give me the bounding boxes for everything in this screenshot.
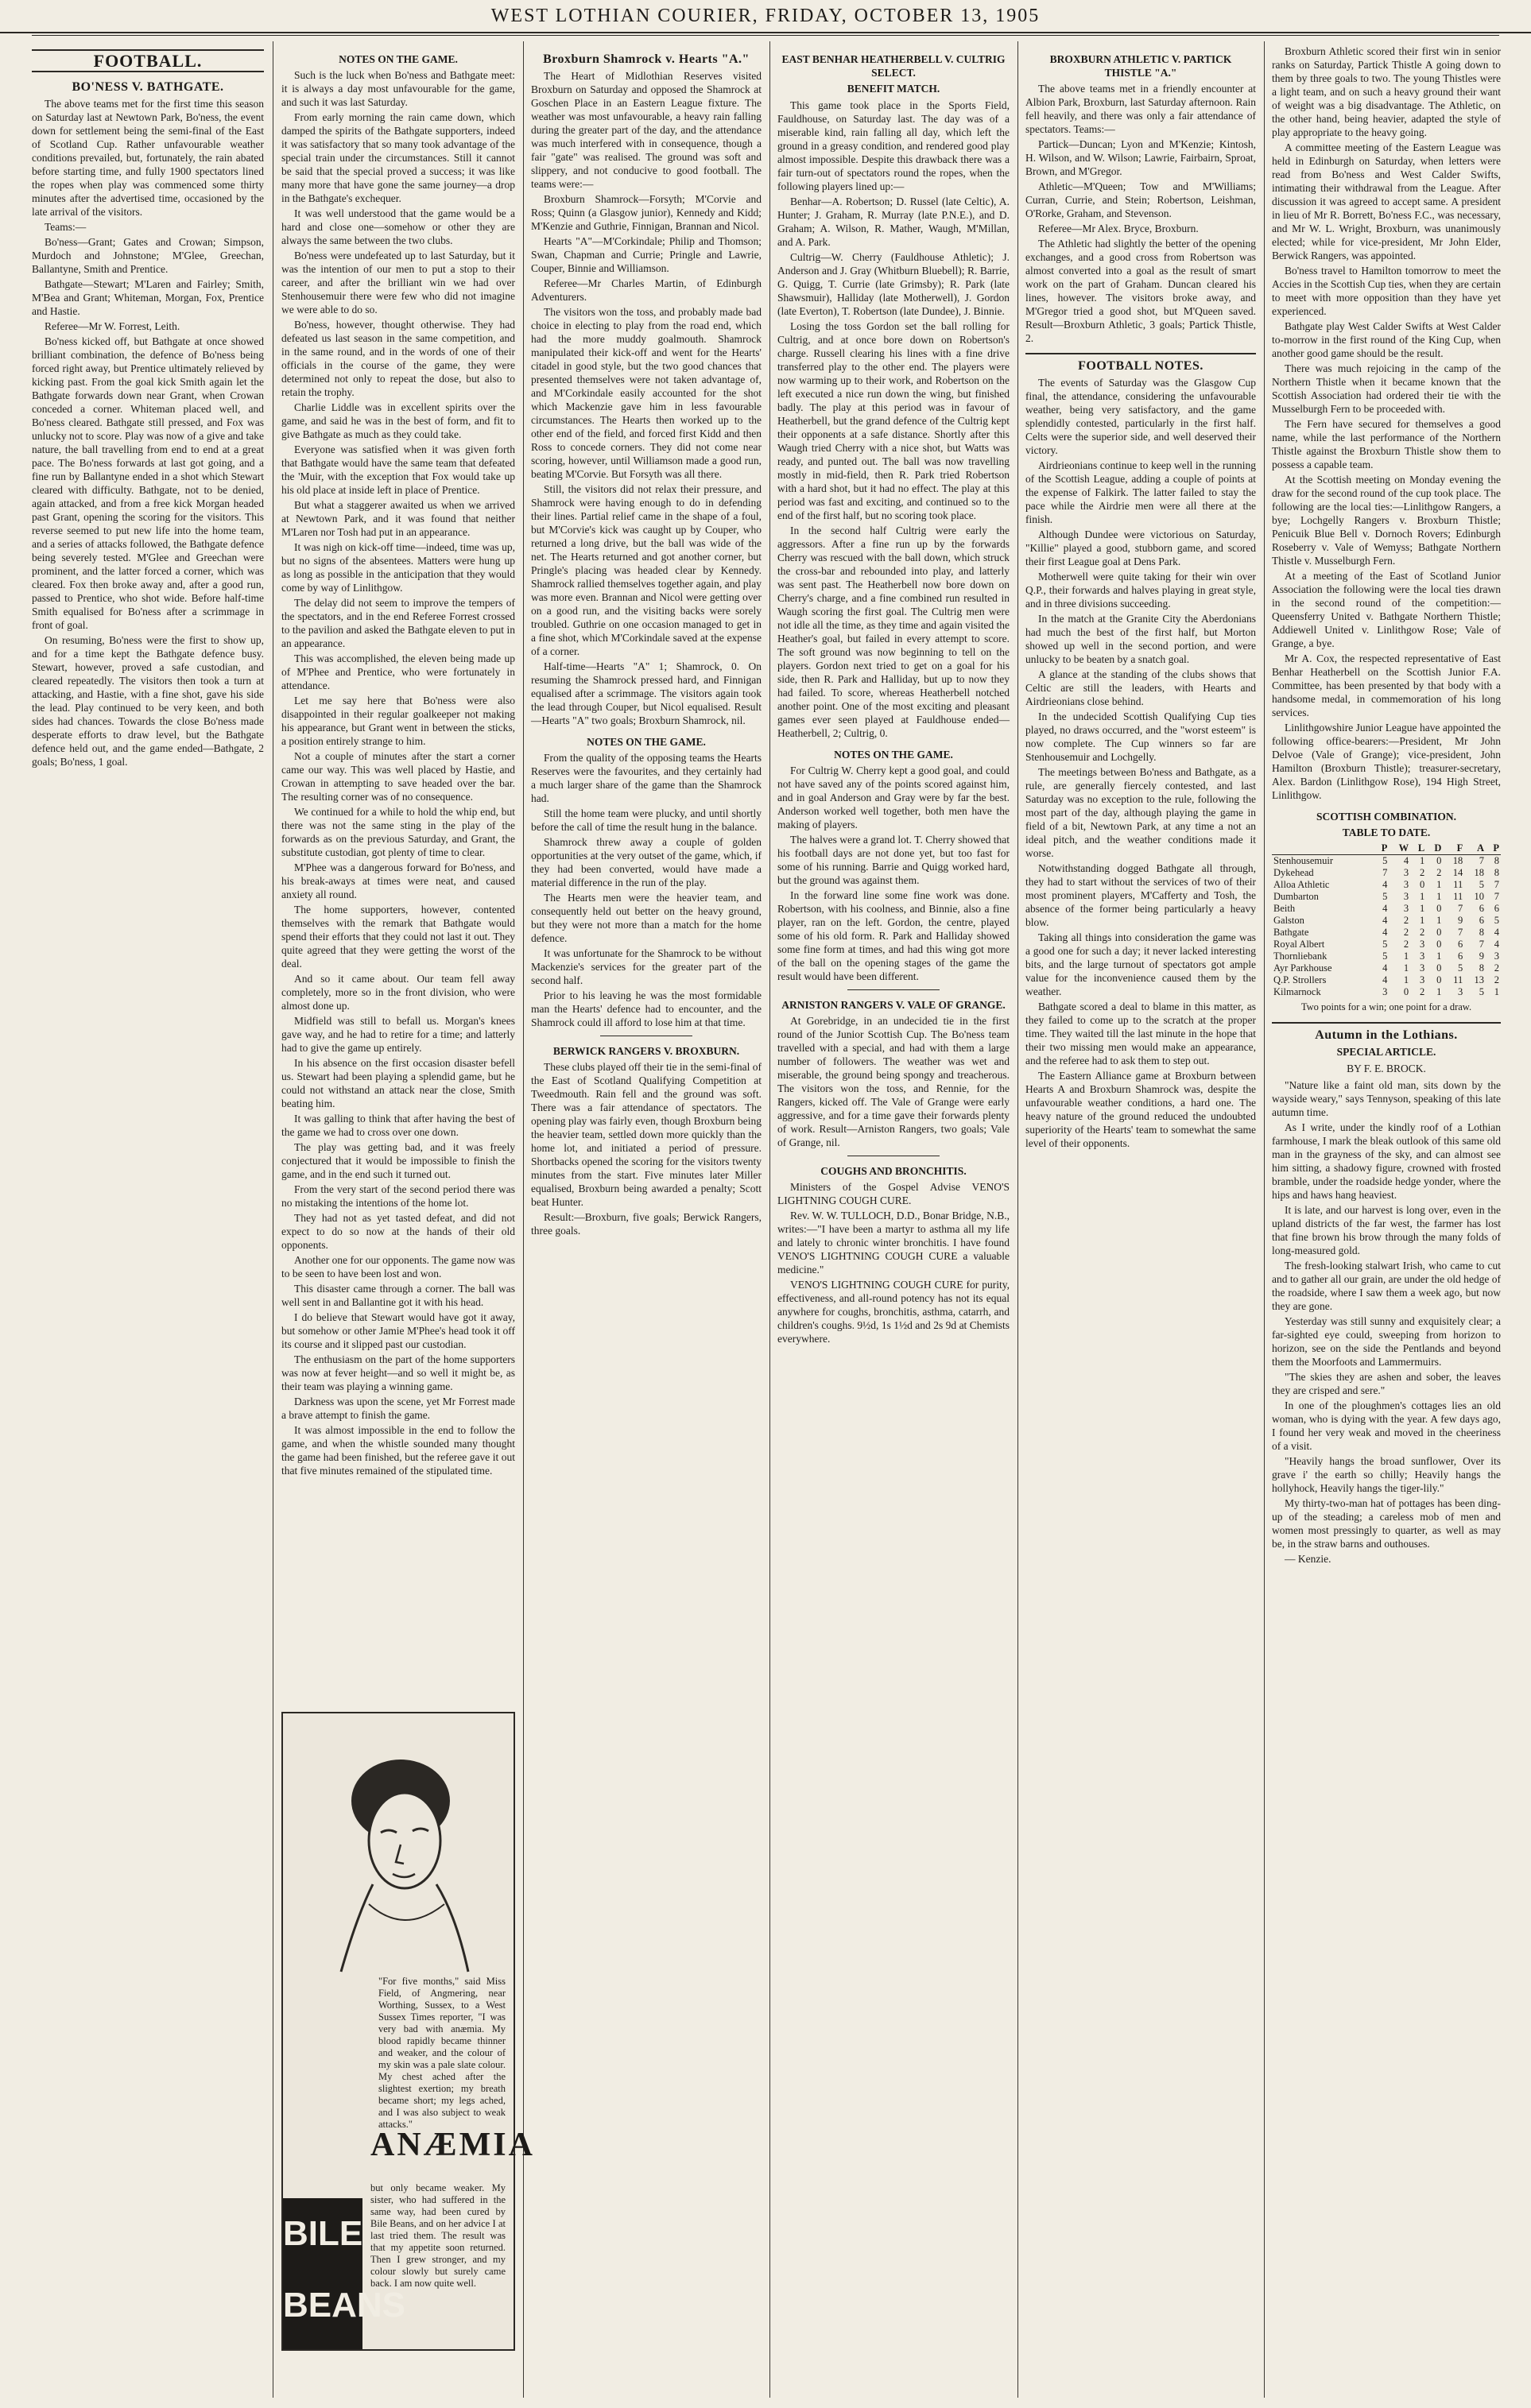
table-cell: 7	[1382, 867, 1388, 878]
paragraph: Bo'ness kicked off, but Bathgate at once showed brilliant combination, the defence of Bo'ness being forced right away, but Prentice ultimately relieved by kicking past. From the goal kick Smith again let the Bathgate forwards down near Grant, when Crowan conceded a corner. Whiteman placed well, and Bo'ness cleared. Bathgate still pressed, and Fox was unlucky not to score. Play was now of a give and take nature, the ball travelling from end to end at a great pace. The Bo'ness forwards at last got going, and a fine run by Ballantyne ended in a shot which Stewart cleared with difficulty. Bathgate, not to be denied, again attacked, and from a free kick Morgan headed past Grant, opening the scoring for the visitors. This reverse seemed to put new life into the home team, and a series of attacks followed, the Bathgate defence being severely tested. M'Glee and Greechan were prominent, and the latter forced a corner, which was cleared. Fox then broke away and, after a good run, passed to Prentice, who shot wide. Before half-time Smith equalised for Bo'ness after a scrimmage in front of goal.	[32, 335, 264, 631]
article-body	[777, 99, 1010, 740]
table-row	[1272, 855, 1501, 868]
paragraph: Airdrieonians continue to keep well in the running of the Scottish League, adding a couple of points at the expense of Falkirk. The latter failed to stay the pace while the Airdrie men were all there at the finish.	[1025, 459, 1256, 525]
table-cell: 7	[1494, 891, 1499, 902]
paragraph: Bo'ness, however, thought otherwise. They had defeated us last season in the same competition, and in the same round, and in the words of one of their officials in the course of the game, they were determined not only to repeat the dose, but also to retain the trophy.	[281, 319, 515, 398]
bile-beans-advert	[281, 1712, 535, 2351]
table-row	[1272, 939, 1501, 950]
column-6	[1272, 45, 1501, 2397]
table-cell: 0	[1436, 927, 1442, 938]
paragraph: This game took place in the Sports Field, Fauldhouse, on Saturday last. The day was of a miserable kind, rain falling all day, which left the ground in a greasy condition, and rendered good play almost impossible. Despite this drawback there was a fair turn-out of spectators round the ropes, when the following players lined up:—	[777, 99, 1010, 192]
league-table	[1272, 842, 1501, 998]
column-5	[1025, 45, 1256, 2397]
masthead-rule	[32, 35, 1499, 36]
paragraph: Hearts "A"—M'Corkindale; Philip and Thomson; Swan, Chapman and Currie; Pringle and Lawrie, Couper, Binnie and Williamson.	[531, 235, 762, 274]
table-cell: 5	[1382, 855, 1388, 866]
advert-headline: COUGHS AND BRONCHITIS.	[820, 1165, 967, 1177]
table-cell: 4	[1382, 962, 1388, 974]
feature-byline: BY F. E. BROCK.	[1347, 1063, 1426, 1074]
section-heading: FOOTBALL.	[32, 49, 264, 72]
table-cell: 3	[1403, 903, 1409, 914]
paragraph: The halves were a grand lot. T. Cherry showed that his football days are not done yet, but too fast for some of his running. Barrie and Quigg worked hard, but the ground was against them.	[777, 834, 1010, 886]
notes-body	[1272, 45, 1501, 802]
paragraph: Everyone was satisfied when it was given forth that Bathgate would have the same team that defeated the 'Muir, with the exception that Fox would take up his old place at inside left in place of Prentice.	[281, 443, 515, 496]
article-headline: BERWICK RANGERS V. BROXBURN.	[552, 1045, 740, 1057]
table-cell: 0	[1419, 879, 1425, 890]
table-cell: Stenhousemuir	[1273, 855, 1333, 866]
paragraph: "Heavily hangs the broad sunflower, Over its grave i' the earth so chilly; Heavily hangs the hollyhock, Heavily hangs the tiger-lily."	[1272, 1455, 1501, 1494]
table-cell: 11	[1453, 974, 1463, 985]
column-rule	[523, 41, 524, 2398]
table-cell: 6	[1479, 915, 1485, 926]
paragraph: Let me say here that Bo'ness were also disappointed in their regular goalkeeper not making his appearance, but Grant went in between the sticks, a position entirely strange to him.	[281, 695, 515, 747]
paragraph: It was unfortunate for the Shamrock to be without Mackenzie's services for the greater part of the second half.	[531, 947, 762, 986]
paragraph: Charlie Liddle was in excellent spirits over the game, and said he was in the best of form, and fit to give Bathgate as much as they could take.	[281, 401, 515, 440]
table-header-cell: F	[1443, 842, 1464, 855]
notes-heading: NOTES ON THE GAME.	[587, 736, 706, 748]
paragraph: Bathgate—Stewart; M'Laren and Fairley; Smith, M'Bea and Grant; Whiteman, Morgan, Fox, Prentice and Hastie.	[32, 278, 264, 317]
table-cell: 8	[1494, 855, 1499, 866]
table-cell: 2	[1419, 986, 1425, 997]
paragraph: Shamrock threw away a couple of golden opportunities at the very outset of the game, which, if they had been converted, would have made a material difference in the run of the play.	[531, 836, 762, 888]
paragraph: A glance at the standing of the clubs shows that Celtic are still the leaders, with Hearts and Airdrieonians close behind.	[1025, 668, 1256, 707]
paragraph: At Gorebridge, in an undecided tie in the first round of the Junior Scottish Cup. The Bo'ness team travelled with a special, and had with them a large number of followers. The weather was wet and miserable, the ground being spongy and treacherous. The visitors won the toss, and Rennie, for the Rangers, kicked off. The Vale of Grange were early aggressive, and for a time gave their forwards plenty of work. Result—Arniston Rangers, two goals; Vale of Grange, nil.	[777, 1015, 1010, 1148]
table-cell: 2	[1403, 927, 1409, 938]
table-cell: 4	[1382, 974, 1388, 985]
paragraph: But what a staggerer awaited us when we arrived at Newtown Park, and it was found that neither M'Laren nor Tosh had put in an appearance.	[281, 499, 515, 538]
table-cell: 1	[1403, 950, 1409, 962]
paragraph: For Cultrig W. Cherry kept a good goal, and could not have saved any of the points scored against him, and in goal Anderson and Gray were by far the best. Anderson worked well together, both men have the making of players.	[777, 765, 1010, 830]
table-cell: 2	[1419, 927, 1425, 938]
table-cell: Thornliebank	[1273, 950, 1328, 962]
paragraph: It is late, and our harvest is long over, even in the upland districts of the far west, the farmer has lost that fine brown his brow through the many folds of long-measured gold.	[1272, 1204, 1501, 1256]
paragraph: The events of Saturday was the Glasgow Cup final, the attendance, considering the unfavourable weather, being very satisfactory, and the game splendidly contested, particularly in the first half. Celts were the superior side, and well deserved their victory.	[1025, 377, 1256, 456]
table-header-cell	[1272, 842, 1374, 855]
bile-beans-logo: BILE BEANS	[283, 2198, 362, 2349]
article-headline: Broxburn Shamrock v. Hearts "A."	[543, 52, 750, 66]
table-cell: 4	[1494, 939, 1499, 950]
table-cell: 6	[1457, 950, 1463, 962]
table-cell: 1	[1436, 915, 1442, 926]
paragraph: Referee—Mr Charles Martin, of Edinburgh Adventurers.	[531, 277, 762, 303]
table-cell: 1	[1494, 986, 1499, 997]
paragraph: The delay did not seem to improve the tempers of the spectators, and in the end Referee Forrest crossed to the pavilion and asked the Bathgate eleven to put in an appearance.	[281, 597, 515, 649]
table-header-cell: P	[1374, 842, 1389, 855]
table-cell: 5	[1494, 915, 1499, 926]
paragraph: I do believe that Stewart would have got it away, but somehow or other Jamie M'Phee's head took it off its course and it slipped past our custodian.	[281, 1311, 515, 1350]
column-rule	[769, 41, 770, 2398]
paragraph: M'Phee was a dangerous forward for Bo'ness, and his break-aways at times were neat, and caused anxiety all round.	[281, 861, 515, 900]
paragraph: Broxburn Shamrock—Forsyth; M'Corvie and Ross; Quinn (a Glasgow junior), Kennedy and Kidd; M'Kenzie and Guthrie, Finnigan, Brannan and Nicol.	[531, 193, 762, 232]
paragraph: Referee—Mr W. Forrest, Leith.	[45, 320, 180, 332]
column-rule	[1017, 41, 1018, 2398]
table-cell: 0	[1436, 855, 1442, 866]
table-cell: 18	[1452, 855, 1463, 866]
table-cell: 5	[1382, 891, 1388, 902]
table-row	[1272, 891, 1501, 903]
advert-headline: ANÆMIA	[370, 2127, 535, 2163]
table-cell: 3	[1419, 950, 1425, 962]
table-cell: Alloa Athletic	[1273, 879, 1330, 890]
table-cell: 4	[1494, 927, 1499, 938]
paragraph: As I write, under the kindly roof of a Lothian farmhouse, I mark the bleak outlook of this same old man in the grayness of the sky, and can almost see him sitting, a shadowy figure, crowned with frosted bramble, under the roadside hedge yonder, where the hips and haws hang heaviest.	[1272, 1121, 1501, 1201]
notes-body	[777, 764, 1010, 983]
table-row	[1272, 915, 1501, 927]
table-row	[1272, 986, 1501, 998]
table-cell: Kilmarnock	[1273, 986, 1321, 997]
paragraph: From early morning the rain came down, which damped the spirits of the Bathgate supporters, indeed it was satisfactory that so many took advantage of the special train under the circumstances. Still it cannot be said that the special proved a success; it was like many more that have gone the same journey—a drop in the Bathgate's exchequer.	[281, 111, 515, 204]
table-cell: 1	[1403, 962, 1409, 974]
table-cell: 3	[1382, 986, 1388, 997]
paragraph: In the undecided Scottish Qualifying Cup ties played, no draws occurred, and the "worst esteem" is now complete. The Cup winners so far are Stenhousemuir and Lochgelly.	[1025, 710, 1256, 763]
article-body	[531, 69, 762, 727]
paragraph: It was well understood that the game would be a hard and close one—somehow or other they are always the same between the two clubs.	[281, 207, 515, 246]
paragraph: In one of the ploughmen's cottages lies an old woman, who is dying with the year. A few days ago, I found her very weak and moved in the cheeriness of a visit.	[1272, 1400, 1501, 1452]
paragraph: At the Scottish meeting on Monday evening the draw for the second round of the cup took place. The following are the local ties:—Linlithgow Rangers, a bye; Lochgelly Rangers v. Broxburn Thistle; Penicuik Blue Bell v. Dornoch Rovers; Edinburgh Roseberry v. Vale of Wemyss; Bathgate Northern Thistle v. Musselburgh Fern.	[1272, 474, 1501, 567]
table-cell: 9	[1457, 915, 1463, 926]
paragraph: There was much rejoicing in the camp of the Northern Thistle when it became known that the Scottish Association had ordered their tie with the Musselburgh Fern to be proceeded with.	[1272, 362, 1501, 415]
column-rule	[1264, 41, 1265, 2398]
paragraph: My thirty-two-man hat of pottages has been ding-up of the steading; a careless mob of men and women most pressingly to quarter, as well as may be, in the straw barns and outhouses.	[1272, 1497, 1501, 1550]
table-cell: 0	[1436, 939, 1442, 950]
paragraph: It was galling to think that after having the best of the game we had to cross over one down.	[281, 1113, 515, 1138]
paragraph: In the match at the Granite City the Aberdonians had much the best of the first half, but Morton showed up well in the second portion, and were unlucky to be beaten by a snatch goal.	[1025, 613, 1256, 665]
table-cell: 1	[1436, 879, 1442, 890]
advert-copy: but only became weaker. My sister, who had suffered in the same way, had been cured by Bile Beans, and on her advice I at last tried them. The result was that my appetite soon returned. Then I grew stronger, and my colour slowly but surely came back. I am now quite well.	[370, 2182, 506, 2289]
league-table-note: Two points for a win; one point for a draw.	[1300, 1001, 1472, 1012]
table-header-cell: L	[1410, 842, 1426, 855]
paragraph: Athletic—M'Queen; Tow and M'Williams; Curran, Currie, and Stein; Robertson, Leishman, O'Rorke, Graham, and Stevenson.	[1025, 180, 1256, 219]
article-body	[1025, 82, 1256, 345]
table-cell: Ayr Parkhouse	[1273, 962, 1332, 974]
paragraph: "Nature like a faint old man, sits down by the wayside weary," says Tennyson, speaking of this late autumn time.	[1272, 1079, 1501, 1118]
article-subhead: BENEFIT MATCH.	[847, 83, 940, 95]
paragraph: Cultrig—W. Cherry (Fauldhouse Athletic); J. Anderson and J. Gray (Whitburn Bluebell); R. Barrie, G. Quigg, T. Currie (late Grimsby); R. Park (late Shawsmuir), Halliday (late Motherwell), J. Gordon (late Everton), T. Robertson (late Dundee), J. Binnie.	[777, 251, 1010, 317]
table-cell: 6	[1479, 903, 1485, 914]
table-header-cell: P	[1486, 842, 1501, 855]
table-cell: Galston	[1273, 915, 1304, 926]
table-cell: Dykehead	[1273, 867, 1314, 878]
paragraph: Bathgate scored a deal to blame in this matter, as they failed to come up to the scratch at the proper time. They waited till the last minute in the hope that their two missing men would make an appearance, and the referee had to ask them to step out.	[1025, 1001, 1256, 1067]
paragraph: The Fern have secured for themselves a good name, while the last performance of the Northern Thistle against the Broxburn Thistle show them to possess a capable team.	[1272, 418, 1501, 470]
table-row	[1272, 927, 1501, 939]
paragraph: Rev. W. W. TULLOCH, D.D., Bonar Bridge, N.B., writes:—"I have been a martyr to asthma all my life and lately to chronic winter bronchitis. I have found VENO'S LIGHTNING COUGH CURE a valuable medicine."	[777, 1210, 1010, 1276]
paragraph: On resuming, Bo'ness were the first to show up, and for a time kept the Bathgate defence busy. Stewart, however, proved a safe custodian, and cleared repeatedly. The visitors then took a turn at attacking, and Hastie, with a fine shot, gave his side the lead. Play continued to be very keen, and both sides had chances. Towards the close Bo'ness made desperate efforts to draw level, but the Bathgate defence held out, and the game ended—Bathgate, 2 goals; Bo'ness, 1 goal.	[32, 634, 264, 768]
table-cell: 3	[1419, 974, 1425, 985]
table-cell: 5	[1382, 950, 1388, 962]
notes-heading: NOTES ON THE GAME.	[339, 53, 458, 65]
table-row	[1272, 879, 1501, 891]
article-headline: ARNISTON RANGERS V. VALE OF GRANGE.	[781, 999, 1006, 1011]
table-header-cell: W	[1389, 842, 1410, 855]
article-body	[777, 1014, 1010, 1149]
paragraph: Result:—Broxburn, five goals; Berwick Rangers, three goals.	[531, 1211, 762, 1237]
table-cell: 2	[1419, 867, 1425, 878]
feature-subhead: SPECIAL ARTICLE.	[1336, 1046, 1436, 1058]
table-cell: Dumbarton	[1273, 891, 1319, 902]
table-cell: 1	[1436, 986, 1442, 997]
paragraph: Still the home team were plucky, and until shortly before the call of time the result hung in the balance.	[531, 807, 762, 833]
table-cell: 6	[1457, 939, 1463, 950]
table-cell: 0	[1436, 962, 1442, 974]
paragraph: In the second half Cultrig were early the aggressors. After a fine run up by the forwards Cherry was rescued with the ball down, which struck the cross-bar and rebounded into play, and latterly was sent past. The Heatherbell now bore down on Cherry's charge, and a fine combined run resulted in Waugh scoring the first goal. The Cultrig men were not idle all the time, as they time and again visited the Heather's goal, but failed in every attempt to score. The soft ground was now beginning to tell on the players. Gordon next tried to get on a goal for his side, then R. Park and Halliday, but up to now they had failed. To score, whereas Heatherbell notched another point. One of the most exciting and pleasant games ever seen played at Fauldhouse ended—Heatherbell, 2; Cultrig, 0.	[777, 525, 1010, 739]
league-table-header	[1272, 842, 1501, 855]
column-2	[281, 45, 535, 2397]
table-cell: 4	[1403, 855, 1409, 866]
paragraph: Yesterday was still sunny and exquisitely clear; a far-sighted eye could, sweeping from horizon to horizon, see on the side the Pentlands and beyond them the Moorfoots and Lammermuirs.	[1272, 1315, 1501, 1368]
paragraph: The fresh-looking stalwart Irish, who came to cut and to gather all our grain, are under the old hedge of the roadside, where I saw them a week ago, but now they are gone.	[1272, 1260, 1501, 1312]
table-cell: 4	[1382, 915, 1388, 926]
table-cell: 8	[1479, 927, 1485, 938]
column-1	[32, 45, 264, 2397]
paragraph: Mr A. Cox, the respected representative of East Benhar Heatherbell on the Scottish Junior F.A. Committee, has been presented by that body with a handsome medal, in commemoration of his long services.	[1272, 652, 1501, 718]
paragraph: The Heart of Midlothian Reserves visited Broxburn on Saturday and opposed the Shamrock at Goschen Place in an Eastern League fixture. The weather was most unfavourable, a heavy rain falling during the greater part of the day, and the attendance was much interfered with in consequence, though a fair "gate" was realised. The ground was soft and slippery, and not conducive to good football. The teams were:—	[531, 70, 762, 190]
table-cell: 8	[1494, 867, 1499, 878]
paragraph: Such is the luck when Bo'ness and Bathgate meet: it is always a day most unfavourable for the game, and such it was last Saturday.	[281, 69, 515, 108]
table-cell: 8	[1479, 962, 1485, 974]
paragraph: Not a couple of minutes after the start a corner came our way. This was well placed by Hastie, and Crowan in attempting to save headed over the bar. The resulting corner was of no consequence.	[281, 750, 515, 803]
paragraph: "The skies they are ashen and sober, the leaves they are crisped and sere."	[1272, 1371, 1501, 1396]
table-cell: 5	[1382, 939, 1388, 950]
paragraph: Bo'ness—Grant; Gates and Crowan; Simpson, Murdoch and Johnstone; M'Glee, Greechan, Ballantyne, Smith and Prentice.	[32, 236, 264, 275]
table-header-cell: A	[1464, 842, 1486, 855]
paragraph: These clubs played off their tie in the semi-final of the East of Scotland Qualifying Competition at Tweedmouth. Rain fell and the ground was soft. There was a fair attendance of spectators. The opening play was fairly even, though Broxburn being the heavier team, settled down more quickly than the home lot, and initiated a period of pressure. Shortbacks opened the scoring for the visitors twenty minutes from the start. Five minutes later Miller equalised, Broxburn being awarded a penalty; Scott beat Hunter.	[531, 1061, 762, 1208]
table-cell: 2	[1403, 915, 1409, 926]
table-row	[1272, 867, 1501, 879]
masthead: WEST LOTHIAN COURIER, FRIDAY, OCTOBER 13, 1905	[0, 0, 1531, 33]
paragraph: VENO'S LIGHTNING COUGH CURE for purity, effectiveness, and all-round potency has not its equal anywhere for coughs, bronchitis, asthma, catarrh, and children's coughs. 9½d, 1s 1½d and 2s 9d at Chemists everywhere.	[777, 1279, 1010, 1345]
table-cell: 3	[1457, 986, 1463, 997]
notes-body	[531, 751, 762, 1029]
paragraph: A committee meeting of the Eastern League was held in Edinburgh on Saturday, when letters were read from Bo'ness and West Calder Swifts, intimating their withdrawal from the League. After discussion it was agreed to accept same. A president in lieu of Mr R. Borrett, Bo'ness F.C., was necessary, and Mr W. L. Wright, Broxburn, was unanimously elected; while for vice-president, Mr John Elder, Berwick Rangers, was appointed.	[1272, 141, 1501, 261]
table-cell: 1	[1403, 974, 1409, 985]
table-cell: 2	[1494, 962, 1499, 974]
table-cell: 4	[1382, 927, 1388, 938]
paragraph: Benhar—A. Robertson; D. Russel (late Celtic), A. Hunter; J. Graham, R. Murray (late P.N.E.), and D. Graham; A. Wilson, R. Mather, Waugh, M'Millan, and A. Park.	[777, 196, 1010, 248]
paragraph: Prior to his leaving he was the most formidable man the Hearts' defence had to encounter, and the Shamrock could ill afford to lose him at that time.	[531, 989, 762, 1028]
table-cell: Bathgate	[1273, 927, 1309, 938]
table-cell: 5	[1457, 962, 1463, 974]
table-cell: 4	[1382, 903, 1388, 914]
paragraph: From the very start of the second period there was no mistaking the intentions of the home lot.	[281, 1183, 515, 1209]
table-cell: 7	[1457, 903, 1463, 914]
paragraph: The visitors won the toss, and probably made bad choice in electing to play from the road end, which had the more muddy goalmouth. Shamrock manipulated their kick-off and went for the Hearts' citadel in good style, but the two good chances that presented themselves were not taken advantage of, and M'Corkindale easily accounted for the shot which Mackenzie gave him in less favourable circumstances. The Hearts then worked up to the other end of the field, and forced first Kidd and then Ross to concede corners. They did not come near scoring, however, until Williamson made a good run, beating M'Corvie. But Forsyth was all there.	[531, 306, 762, 480]
table-cell: 2	[1436, 867, 1442, 878]
paragraph: Teams:—	[45, 221, 87, 233]
table-cell: 13	[1474, 974, 1485, 985]
article-headline: EAST BENHAR HEATHERBELL V. CULTRIG SELECT.	[781, 53, 1006, 79]
paragraph: Referee—Mr Alex. Bryce, Broxburn.	[1038, 223, 1199, 234]
paragraph: The above teams met in a friendly encounter at Albion Park, Broxburn, last Saturday afternoon. Rain fell heavily, and there was only a fair attendance of spectators. Teams:—	[1025, 83, 1256, 135]
table-cell: 1	[1419, 855, 1425, 866]
article-headline: BROXBURN ATHLETIC V. PARTICK THISTLE "A."	[1049, 53, 1232, 79]
paragraph: The home supporters, however, contented themselves with the remark that Bathgate would spend their efforts that they could not last it out. They quite agreed that they were getting the worst of the deal.	[281, 904, 515, 970]
paragraph: The Eastern Alliance game at Broxburn between Hearts A and Broxburn Shamrock was, despite the unfavourable weather conditions, a hard one. The heavy nature of the ground reduced the undoubted superiority of the Hearts' team to somewhat the same level of their opponents.	[1025, 1070, 1256, 1149]
table-cell: 3	[1403, 879, 1409, 890]
paragraph: Taking all things into consideration the game was a good one for such a day; it never lacked interesting bits, and the large turnout of spectators got ample value for the inconvenience caused them by the weather.	[1025, 931, 1256, 997]
paragraph: We continued for a while to hold the whip end, but there was not the same sting in the play of the forwards as on the previous Saturday, and Grant, the substitute custodian, got plenty of time to clear.	[281, 806, 515, 858]
paragraph: Still, the visitors did not relax their pressure, and Shamrock were having enough to do in defending their lines. Partial relief came in the shape of a foul, but M'Corvie's kick was caught up by Couper, who returned a long drive, but the ball was wide of the net. The Hearts returned and got another corner, but Pringle's placing was headed clear by Kennedy. Shamrock rallied themselves together again, and play was more even. Brannan and Nicol were getting over on a good run, and the visiting backs were sorely troubled. Guthrie on one occasion managed to get in a fine shot, which M'Corkindale saved at the expense of a corner.	[531, 483, 762, 657]
table-cell: 18	[1474, 867, 1485, 878]
notes-body	[281, 68, 515, 1705]
table-cell: 7	[1457, 927, 1463, 938]
table-row	[1272, 950, 1501, 962]
table-cell: 2	[1494, 974, 1499, 985]
paragraph: Bathgate play West Calder Swifts at West Calder to-morrow in the first round of the King Cup, when another good game should be the result.	[1272, 320, 1501, 359]
paragraph: Motherwell were quite taking for their win over Q.P., their forwards and halves playing in great style, and in three divisions succeeding.	[1025, 571, 1256, 610]
table-cell: 3	[1419, 939, 1425, 950]
paragraph: From the quality of the opposing teams the Hearts Reserves were the favourites, and they certainly had a much larger share of the game than the Shamrock had.	[531, 752, 762, 804]
paragraph: Partick—Duncan; Lyon and M'Kenzie; Kintosh, H. Wilson, and W. Wilson; Lawrie, Fairbairn, Sproat, Brown, and M'Gregor.	[1025, 138, 1256, 177]
table-cell: 5	[1479, 879, 1485, 890]
paragraph: The play was getting bad, and it was freely conjectured that it would be impossible to finish the game, and in the end such it turned out.	[281, 1141, 515, 1180]
paragraph: Another one for our opponents. The game now was to be seen to have been lost and won.	[281, 1254, 515, 1279]
paragraph: Darkness was upon the scene, yet Mr Forrest made a brave attempt to finish the game.	[281, 1396, 515, 1421]
article-body	[531, 1060, 762, 1237]
paragraph: Broxburn Athletic scored their first win in senior ranks on Saturday, Partick Thistle A going down to them by three goals to two. The young Thistles were a light team, and on such a heavy ground their want of weight was a big disadvantage. The Athletic, on the other hand, being heavier, adapted the style of play appropriate to the heavy going.	[1272, 45, 1501, 138]
table-cell: 5	[1479, 986, 1485, 997]
advert-quote: "For five months," said Miss Field, of Angmering, near Worthing, Sussex, to a West Sussex Times reporter, "I was very bad with anæmia. My blood rapidly became thinner and weaker, and the colour of my skin was a pale slate colour. My chest ached after the slightest exertion; my breath became short; my legs ached, and I was also subject to weak attacks."	[378, 1976, 506, 2130]
table-row	[1272, 962, 1501, 974]
table-cell: 1	[1436, 950, 1442, 962]
league-table-subtitle: TABLE TO DATE.	[1342, 827, 1431, 838]
paragraph: Bo'ness travel to Hamilton tomorrow to meet the Accies in the Scottish Cup ties, when they are certain to meet with more opposition than they have yet experienced.	[1272, 265, 1501, 317]
paragraph: It was nigh on kick-off time—indeed, time was up, but no signs of the absentees. Matters were hung up as long as possible in the anticipation that they would come by way of Linlithgow.	[281, 541, 515, 594]
table-cell: 1	[1436, 891, 1442, 902]
paragraph: Although Dundee were victorious on Saturday, "Killie" played a good, stubborn game, and scored their first League goal at Dens Park.	[1025, 528, 1256, 567]
paragraph: — Kenzie.	[1285, 1553, 1331, 1565]
paragraph: The Hearts men were the heavier team, and consequently held out better on the heavy ground, but they were not more than a match for the home defence.	[531, 892, 762, 944]
paragraph: The Athletic had slightly the better of the opening exchanges, and a good cross from Robertson was almost converted into a goal as the result of smart work on the part of Graham. Duncan cleared his lines, however. The visitors broke away, and M'Gregor tried a good shot, but M'Queen saved. Result—Broxburn Athletic, 3 goals; Partick Thistle, 2.	[1025, 238, 1256, 344]
table-cell: Q.P. Strollers	[1273, 974, 1327, 985]
table-cell: Royal Albert	[1273, 939, 1325, 950]
paragraph: At a meeting of the East of Scotland Junior Association the following were the local ties drawn in the second round of the competition:—Queensferry United v. Bathgate Northern Thistle; Addiewell United v. Linlithgow Rose; Vale of Grange, a bye.	[1272, 570, 1501, 649]
table-row	[1272, 974, 1501, 986]
paragraph: Half-time—Hearts "A" 1; Shamrock, 0. On resuming the Shamrock pressed hard, and Finnigan equalised after a scrimmage. The visitors again took the lead through Couper, but Nicol equalised. Result—Hearts "A" two goals; Broxburn Shamrock, nil.	[531, 660, 762, 726]
article-body	[32, 97, 264, 768]
table-cell: 0	[1436, 903, 1442, 914]
feature-body	[1272, 1078, 1501, 1566]
table-cell: Beith	[1273, 903, 1296, 914]
paragraph: Bo'ness were undefeated up to last Saturday, but it was the intention of our men to put a stop to their career, and after the brilliant win we had over Stenhousemuir there were few who did not imagine we were able to do so.	[281, 250, 515, 316]
table-cell: 11	[1453, 879, 1463, 890]
table-cell: 3	[1403, 867, 1409, 878]
advert-body	[777, 1180, 1010, 1345]
table-cell: 7	[1494, 879, 1499, 890]
table-cell: 2	[1403, 939, 1409, 950]
paragraph: Ministers of the Gospel Advise VENO'S LIGHTNING COUGH CURE.	[777, 1181, 1010, 1206]
table-cell: 4	[1382, 879, 1388, 890]
table-cell: 0	[1436, 974, 1442, 985]
table-cell: 3	[1419, 962, 1425, 974]
table-cell: 0	[1403, 986, 1409, 997]
notes-body	[1025, 376, 1256, 1150]
paragraph: Losing the toss Gordon set the ball rolling for Cultrig, and at once bore down on Robertson's charge. Russell clearing his lines with a fine drive transferred play to the other end. The players were now warming up to their work, and Robertson on the left executed a nice run down the wing, but finished badly. The play at this period was in favour of Heatherbell, but the grand defence of the Cultrig kept their opponents at a safe distance. Shortly after this Waugh tried Cherry with a nice shot, but Watts was ready, and punted out. The ball was now travelling mostly in mid-field, then R. Park tried Robertson with a hard shot, but it had no effect. The play at this period was fast and exciting, and continued so to the end of the first half, but no scoring took place.	[777, 320, 1010, 521]
paragraph: The above teams met for the first time this season on Saturday last at Newtown Park, Bo'ness, the event down for settlement being the semi-final of the East of Scotland Cup. Rather unfavourable weather conditions prevailed, but, fortunately, the rain abated before starting time, and fully 1900 spectators lined the ropes when play was commenced some thirty minutes after the advertised time, occasioned by the late arrival of the visitors.	[32, 98, 264, 218]
paragraph: Linlithgowshire Junior League have appointed the following office-bearers:—President, Mr John Delvoe (Vale of Grange); vice-president, John Hamilton (Broxburn Thistle); treasurer-secretary, Alex. Bardon (Linlithgow Rose), 194 High Street, Linlithgow.	[1272, 722, 1501, 801]
table-cell: 11	[1453, 891, 1463, 902]
table-cell: 9	[1479, 950, 1485, 962]
table-cell: 1	[1419, 903, 1425, 914]
article-headline: BO'NESS V. BATHGATE.	[72, 80, 224, 94]
paragraph: This disaster came through a corner. The ball was well sent in and Ballantine got it with his head.	[281, 1283, 515, 1308]
table-cell: 7	[1479, 855, 1485, 866]
paragraph: The enthusiasm on the part of the home supporters was now at fever height—and so well it might be, as their team was playing a winning game.	[281, 1353, 515, 1392]
table-cell: 1	[1419, 915, 1425, 926]
table-cell: 14	[1452, 867, 1463, 878]
column-3	[531, 45, 762, 2397]
table-cell: 1	[1419, 891, 1425, 902]
paragraph: Midfield was still to befall us. Morgan's knees gave way, and he had to retire for a time; and latterly had to give the game up entirely.	[281, 1015, 515, 1054]
paragraph: This was accomplished, the eleven being made up of M'Phee and Prentice, who were fortunately in attendance.	[281, 652, 515, 691]
divider	[847, 989, 940, 990]
league-table-title: SCOTTISH COMBINATION.	[1316, 811, 1457, 823]
notes-heading: NOTES ON THE GAME.	[834, 749, 953, 761]
paragraph: Notwithstanding dogged Bathgate all through, they had to start without the services of two of their most prominent players, M'Cafferty and Tosh, the absence of the former being particularly a heavy blow.	[1025, 862, 1256, 928]
table-header-cell: D	[1426, 842, 1443, 855]
feature-headline: Autumn in the Lothians.	[1272, 1022, 1501, 1042]
table-cell: 3	[1494, 950, 1499, 962]
table-cell: 6	[1494, 903, 1499, 914]
paragraph: In the forward line some fine work was done. Robertson, with his coolness, and Binnie, also a fine player, ran on the left. Gordon, the centre, played some of his old form. R. Park and Halliday showed some fine form at times, and had this wing got more of the ball on the opening stages of the game the result would have been different.	[777, 889, 1010, 982]
table-cell: 3	[1403, 891, 1409, 902]
woman-portrait-icon	[305, 1745, 488, 1976]
paragraph: And so it came about. Our team fell away completely, more so in the front division, who were almost done up.	[281, 973, 515, 1012]
notes-heading: FOOTBALL NOTES.	[1025, 353, 1256, 373]
table-cell: 10	[1474, 891, 1485, 902]
paragraph: In his absence on the first occasion disaster befell us. Stewart had been playing a splendid game, but he could not withstand an attack near the close, Smith beating him.	[281, 1057, 515, 1109]
paragraph: They had not as yet tasted defeat, and did not expect to do so now at the hands of their old opponents.	[281, 1212, 515, 1251]
table-cell: 7	[1479, 939, 1485, 950]
column-4	[777, 45, 1010, 2397]
paragraph: The meetings between Bo'ness and Bathgate, as a rule, are generally fiercely contested, and last Saturday was no exception to the rule, following the most part of the day, although playing the game in field of a bit, Newtown Park, at any time a not an ideal pitch, and the weather conditions made it worse.	[1025, 766, 1256, 859]
paragraph: It was almost impossible in the end to follow the game, and when the whistle sounded many thought the game had been finished, but the referee gave it out that five minutes remained of the stipulated time.	[281, 1424, 515, 1477]
table-row	[1272, 903, 1501, 915]
